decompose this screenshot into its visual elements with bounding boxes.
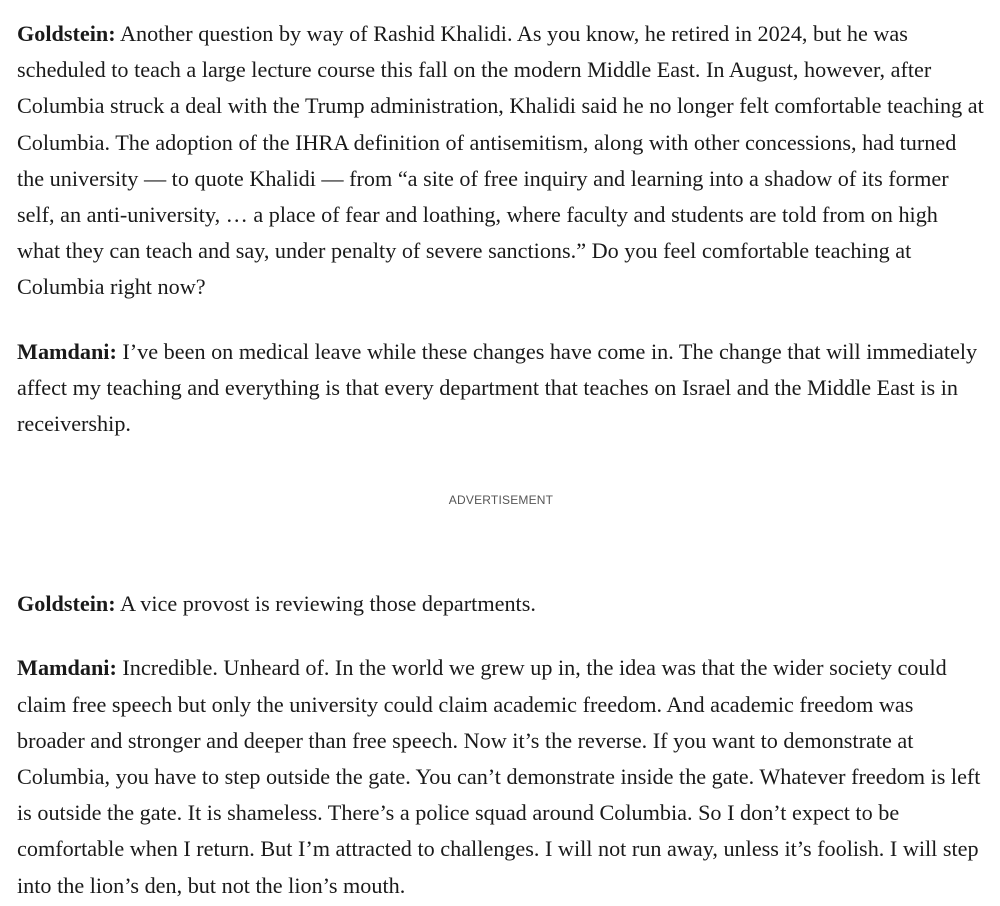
paragraph-text: I’ve been on medical leave while these changes have come in. The change that will immediately affect my teaching and everything is that every department that teaches on Israel and the Middle East is in receivership.: [17, 338, 978, 437]
speaker-name: Goldstein:: [17, 21, 116, 46]
interview-paragraph: [17, 16, 985, 306]
article-body: [17, 16, 985, 904]
advertisement-label: ADVERTISEMENT: [448, 493, 554, 508]
interview-paragraph: [17, 334, 985, 443]
advertisement-slot: [17, 442, 985, 586]
paragraph-text: Another question by way of Rashid Khalidi. As you know, he retired in 2024, but he was scheduled to teach a large lecture course this fall on the modern Middle East. In August, however, after Columbia struck a deal with the Trump administration, Khalidi said he no longer felt comfortable teaching at Columbia. The adoption of the IHRA definition of antisemitism, along with other concessions, had turned the university — to quote Khalidi — from “a site of free inquiry and learning into a shadow of its former self, an anti-university, … a place of fear and loathing, where faculty and students are told from on high what they can teach and say, under penalty of severe sanctions.” Do you feel comfortable teaching at Columbia right now?: [17, 21, 984, 300]
paragraph-spacer: [17, 622, 985, 650]
interview-paragraph: [17, 586, 985, 622]
speaker-name: Mamdani:: [17, 655, 117, 681]
speaker-name: Goldstein:: [17, 591, 116, 617]
paragraph-text: Incredible. Unheard of. In the world we grew up in, the idea was that the wider society could claim free speech but only the university could claim academic freedom. And academic freedom was broader and stronger and deeper than free speech. Now it’s the reverse. If you want to demonstrate at Columbia, you have to step outside the gate. You can’t demonstrate inside the gate. Whatever freedom is left is outside the gate. It is shameless. There’s a police squad around Columbia. So I don’t expect to be comfortable when I return. But I’m attracted to challenges. I will not run away, unless it’s foolish. I will step into the lion’s den, but not the lion’s mouth.: [17, 655, 981, 898]
paragraph-text: A vice provost is reviewing those departments.: [119, 591, 536, 617]
speaker-name: Mamdani:: [17, 338, 117, 364]
interview-paragraph: [17, 650, 985, 903]
paragraph-spacer: [17, 306, 985, 334]
